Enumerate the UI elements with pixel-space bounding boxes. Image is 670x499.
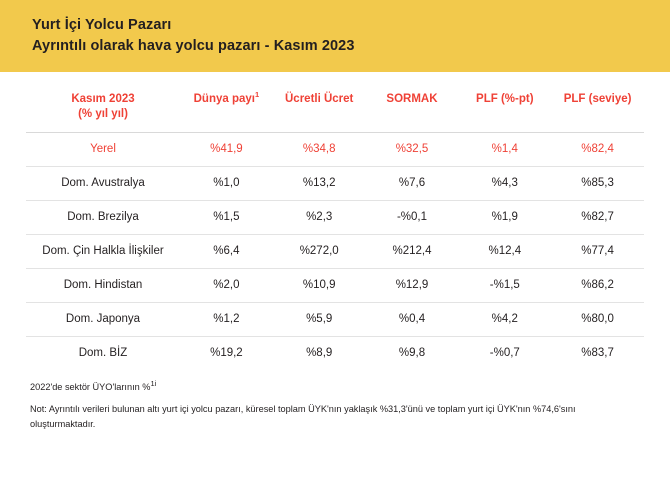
column-header-period-sub: (% yıl yıl) — [78, 108, 128, 120]
column-header-plf-level — [551, 86, 644, 133]
cell-world-share: %1,0 — [180, 167, 273, 201]
column-header-period-label: Kasım 2023 — [71, 93, 135, 105]
header-banner — [0, 0, 670, 72]
column-header-plf-level-label: PLF (seviye) — [563, 93, 632, 105]
cell-plf-pt: %1,9 — [458, 201, 551, 235]
cell-plf-pt: %1,4 — [458, 133, 551, 167]
cell-ask: %32,5 — [366, 133, 459, 167]
cell-ask: %12,9 — [366, 269, 459, 303]
cell-world-share: %1,5 — [180, 201, 273, 235]
cell-world-share: %19,2 — [180, 337, 273, 371]
column-header-ask-label: SORMAK — [386, 93, 438, 105]
table-container — [0, 72, 670, 370]
column-header-rpk — [273, 86, 366, 133]
cell-plf-level: %86,2 — [551, 269, 644, 303]
footnote-one-text: 2022'de sektör ÜYO'larının % — [30, 382, 151, 392]
footnote-one-superscript: 1i — [150, 378, 157, 388]
cell-ask: %212,4 — [366, 235, 459, 269]
cell-plf-level: %82,4 — [551, 133, 644, 167]
row-label: Dom. Avustralya — [26, 167, 180, 201]
passenger-market-table — [26, 86, 644, 370]
row-label: Dom. Japonya — [26, 303, 180, 337]
column-header-ask — [366, 86, 459, 133]
row-label: Dom. Çin Halkla İlişkiler — [26, 235, 180, 269]
table-body — [26, 133, 644, 371]
cell-plf-pt: -%0,7 — [458, 337, 551, 371]
column-header-plf-pt — [458, 86, 551, 133]
cell-rpk: %8,9 — [273, 337, 366, 371]
cell-ask: -%0,1 — [366, 201, 459, 235]
cell-world-share: %6,4 — [180, 235, 273, 269]
footnote-one — [30, 380, 640, 394]
column-header-period — [26, 86, 180, 133]
table-row — [26, 167, 644, 201]
cell-plf-level: %83,7 — [551, 337, 644, 371]
table-row — [26, 269, 644, 303]
cell-world-share: %1,2 — [180, 303, 273, 337]
cell-rpk: %10,9 — [273, 269, 366, 303]
cell-plf-pt: %4,2 — [458, 303, 551, 337]
row-label: Dom. BİZ — [26, 337, 180, 371]
page-title: Yurt İçi Yolcu Pazarı — [32, 17, 172, 33]
column-header-world-share-label: Dünya payı — [193, 93, 255, 105]
cell-rpk: %34,8 — [273, 133, 366, 167]
row-label: Dom. Hindistan — [26, 269, 180, 303]
cell-plf-level: %77,4 — [551, 235, 644, 269]
footnote-marker: 1 — [254, 90, 260, 100]
cell-plf-pt: %4,3 — [458, 167, 551, 201]
cell-rpk: %272,0 — [273, 235, 366, 269]
footnote-note: Not: Ayrıntılı verileri bulunan altı yurt içi yolcu pazarı, küresel toplam ÜYK'nın yaklaşık %31,3'ünü ve toplam yurt içi ÜYK'nın %74,6'sını oluşturmaktadır. — [30, 404, 576, 429]
column-header-rpk-label: Ücretli Ücret — [285, 93, 354, 105]
page-subtitle: Ayrıntılı olarak hava yolcu pazarı - Kasım 2023 — [32, 38, 355, 54]
cell-rpk: %5,9 — [273, 303, 366, 337]
cell-rpk: %13,2 — [273, 167, 366, 201]
cell-ask: %9,8 — [366, 337, 459, 371]
row-label: Yerel — [26, 133, 180, 167]
cell-plf-level: %85,3 — [551, 167, 644, 201]
column-header-plf-pt-label: PLF (%-pt) — [476, 93, 534, 105]
table-row — [26, 337, 644, 371]
cell-ask: %0,4 — [366, 303, 459, 337]
row-label: Dom. Brezilya — [26, 201, 180, 235]
table-row — [26, 303, 644, 337]
table-header-row — [26, 86, 644, 133]
table-row — [26, 133, 644, 167]
cell-world-share: %2,0 — [180, 269, 273, 303]
cell-rpk: %2,3 — [273, 201, 366, 235]
column-header-world-share — [180, 86, 273, 133]
cell-plf-pt: %12,4 — [458, 235, 551, 269]
table-row — [26, 201, 644, 235]
cell-world-share: %41,9 — [180, 133, 273, 167]
cell-plf-pt: -%1,5 — [458, 269, 551, 303]
footnotes-section — [0, 370, 670, 431]
cell-plf-level: %80,0 — [551, 303, 644, 337]
cell-ask: %7,6 — [366, 167, 459, 201]
table-header — [26, 86, 644, 133]
table-row — [26, 235, 644, 269]
cell-plf-level: %82,7 — [551, 201, 644, 235]
